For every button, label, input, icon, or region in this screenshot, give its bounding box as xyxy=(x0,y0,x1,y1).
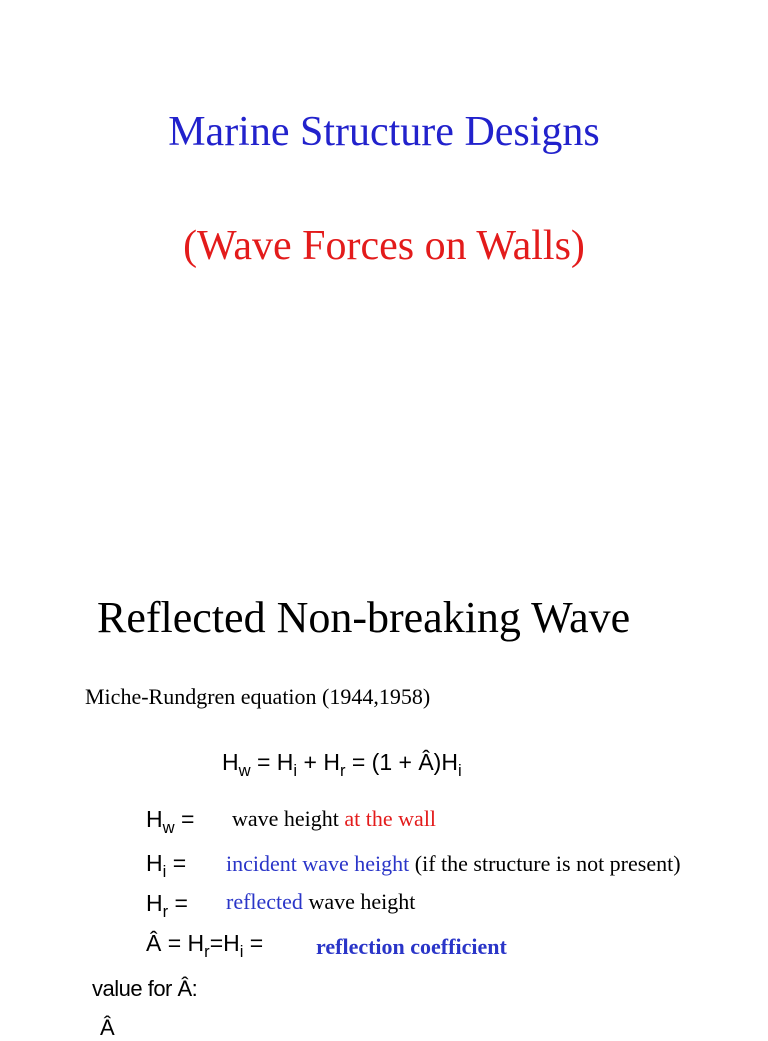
def-subscript: r xyxy=(162,901,169,921)
eq-operator: = (1 + Â) xyxy=(345,749,442,775)
section-heading: Reflected Non-breaking Wave xyxy=(97,593,631,642)
def-subscript: i xyxy=(162,861,167,881)
definition-text-hr xyxy=(226,889,415,915)
eq-symbol: H xyxy=(276,749,294,775)
page-subtitle: (Wave Forces on Walls) xyxy=(183,223,585,269)
eq-operator: = xyxy=(250,749,277,775)
definition-symbol-hi xyxy=(146,850,187,881)
coef-sub: r xyxy=(204,941,210,961)
coef-pre: Â = H xyxy=(146,930,205,956)
coef-equals: = xyxy=(243,930,264,956)
def-symbol: H xyxy=(146,890,163,916)
def-symbol: H xyxy=(146,850,163,876)
eq-operator: + xyxy=(297,749,324,775)
value-label: value for Â: xyxy=(92,976,198,1001)
def-text-highlight: reflected xyxy=(226,889,303,914)
eq-symbol: H xyxy=(222,749,239,775)
coefficient-text: reflection coefficient xyxy=(316,934,507,959)
def-symbol: H xyxy=(146,806,163,832)
def-equals: = xyxy=(166,850,187,876)
def-text-highlight: incident wave height xyxy=(226,851,410,876)
page-title: Marine Structure Designs xyxy=(168,109,600,155)
definition-text-hw xyxy=(232,806,436,832)
eq-symbol: H xyxy=(441,749,458,775)
def-text-plain: (if the structure is not present) xyxy=(409,851,681,876)
definition-symbol-hw xyxy=(146,806,195,837)
coef-mid: =H xyxy=(209,930,240,956)
definition-symbol-hr xyxy=(146,890,188,921)
eq-subscript: i xyxy=(457,760,462,780)
definition-text-hi xyxy=(226,851,681,877)
coefficient-symbol xyxy=(146,930,264,961)
def-equals: = xyxy=(174,806,195,832)
def-text-plain: wave height xyxy=(302,889,416,914)
main-equation xyxy=(222,749,462,780)
coef-sub: i xyxy=(239,941,244,961)
def-text-plain: wave height xyxy=(232,806,345,831)
def-subscript: w xyxy=(162,817,175,837)
eq-subscript: w xyxy=(238,760,251,780)
eq-subscript: i xyxy=(293,760,298,780)
cut-off-glyph: Â xyxy=(100,1015,115,1040)
def-text-highlight: at the wall xyxy=(344,806,437,831)
def-equals: = xyxy=(168,890,188,916)
eq-subscript: r xyxy=(339,760,346,780)
equation-name: Miche-Rundgren equation (1944,1958) xyxy=(85,684,431,709)
eq-symbol: H xyxy=(323,749,340,775)
